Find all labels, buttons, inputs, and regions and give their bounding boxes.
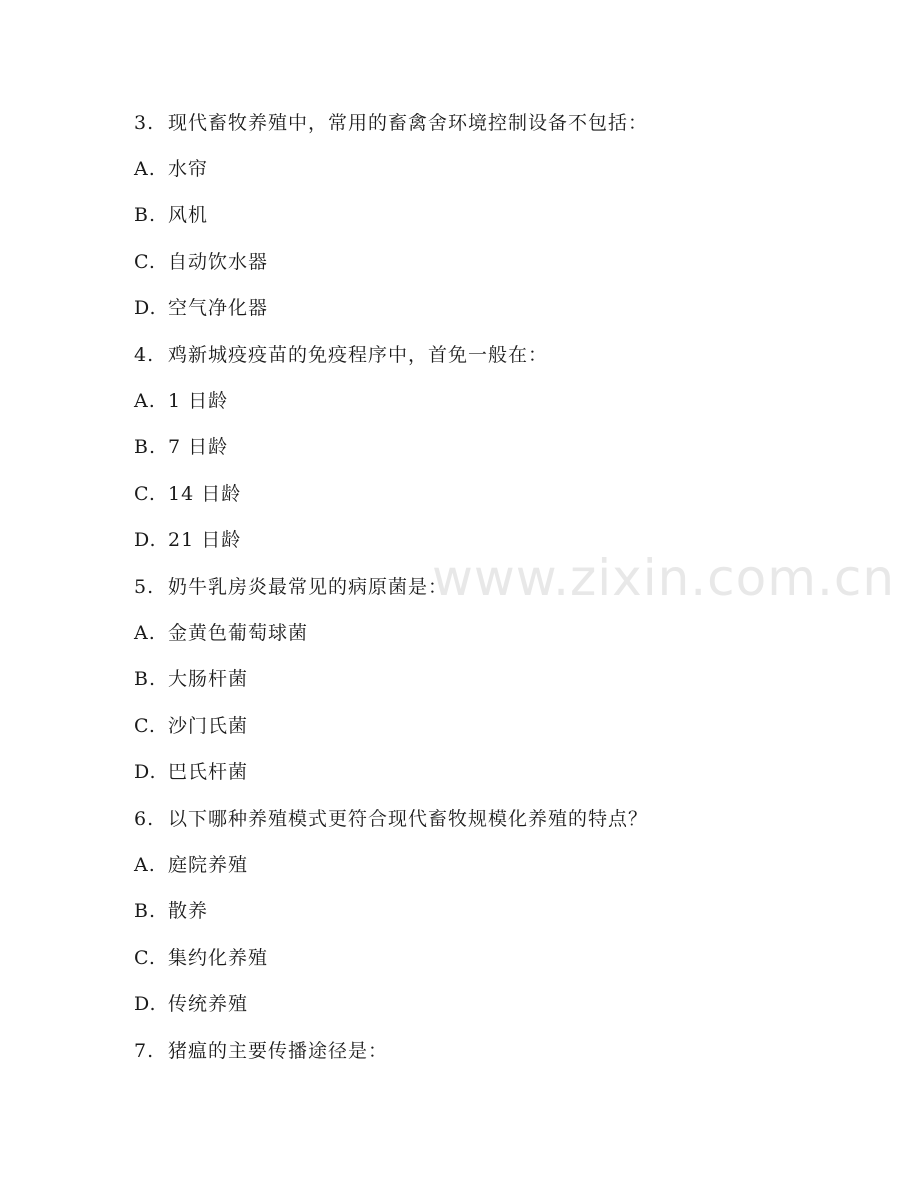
question-6-option-d <box>134 989 248 1019</box>
question-5-option-b <box>134 664 248 694</box>
option-text: 巴氏杆菌 <box>168 761 249 783</box>
question-4 <box>134 340 548 370</box>
question-3-option-d <box>134 293 268 323</box>
option-text: 空气净化器 <box>168 297 269 319</box>
question-6 <box>134 804 648 834</box>
option-text: 1 日龄 <box>168 390 229 412</box>
question-5-option-a <box>134 618 308 648</box>
option-text: 散养 <box>168 900 209 922</box>
question-5 <box>134 572 448 602</box>
option-letter: A. <box>134 854 156 876</box>
option-letter: B. <box>134 436 157 458</box>
option-letter: C. <box>134 947 156 969</box>
option-letter: C. <box>134 483 156 505</box>
question-text: 奶牛乳房炎最常见的病原菌是： <box>168 576 449 598</box>
question-number: 4. <box>134 344 155 366</box>
option-letter: D. <box>134 993 157 1015</box>
question-4-option-b <box>134 432 228 462</box>
option-letter: C. <box>134 251 156 273</box>
option-text: 传统养殖 <box>168 993 249 1015</box>
option-letter: A. <box>134 158 156 180</box>
option-text: 集约化养殖 <box>168 947 269 969</box>
question-number: 7. <box>134 1040 155 1062</box>
question-3-option-b <box>134 200 208 230</box>
option-letter: C. <box>134 715 156 737</box>
option-letter: A. <box>134 622 156 644</box>
option-letter: B. <box>134 668 157 690</box>
option-letter: D. <box>134 297 157 319</box>
question-number: 6. <box>134 808 155 830</box>
option-text: 7 日龄 <box>168 436 229 458</box>
question-7 <box>134 1036 388 1066</box>
option-text: 大肠杆菌 <box>168 668 249 690</box>
option-letter: B. <box>134 900 157 922</box>
question-4-option-c <box>134 479 241 509</box>
option-letter: D. <box>134 761 157 783</box>
question-6-option-a <box>134 850 248 880</box>
option-letter: B. <box>134 204 157 226</box>
question-3-option-a <box>134 154 208 184</box>
question-text: 现代畜牧养殖中，常用的畜禽舍环境控制设备不包括： <box>168 112 649 134</box>
question-6-option-b <box>134 896 208 926</box>
question-4-option-d <box>134 525 241 555</box>
question-number: 5. <box>134 576 155 598</box>
option-text: 风机 <box>168 204 209 226</box>
option-letter: A. <box>134 390 156 412</box>
question-number: 3. <box>134 112 155 134</box>
option-text: 水帘 <box>168 158 209 180</box>
question-text: 猪瘟的主要传播途径是： <box>168 1040 389 1062</box>
question-4-option-a <box>134 386 228 416</box>
question-text: 鸡新城疫疫苗的免疫程序中，首免一般在： <box>168 344 549 366</box>
option-text: 沙门氏菌 <box>168 715 249 737</box>
question-5-option-d <box>134 757 248 787</box>
option-text: 金黄色葡萄球菌 <box>168 622 309 644</box>
option-text: 庭院养殖 <box>168 854 249 876</box>
question-6-option-c <box>134 943 268 973</box>
question-5-option-c <box>134 711 248 741</box>
option-text: 14 日龄 <box>168 483 242 505</box>
watermark: www.zixin.com.cn <box>432 549 896 607</box>
option-text: 自动饮水器 <box>168 251 269 273</box>
question-3-option-c <box>134 247 268 277</box>
question-text: 以下哪种养殖模式更符合现代畜牧规模化养殖的特点？ <box>168 808 649 830</box>
option-text: 21 日龄 <box>168 529 242 551</box>
question-3 <box>134 108 648 138</box>
option-letter: D. <box>134 529 157 551</box>
